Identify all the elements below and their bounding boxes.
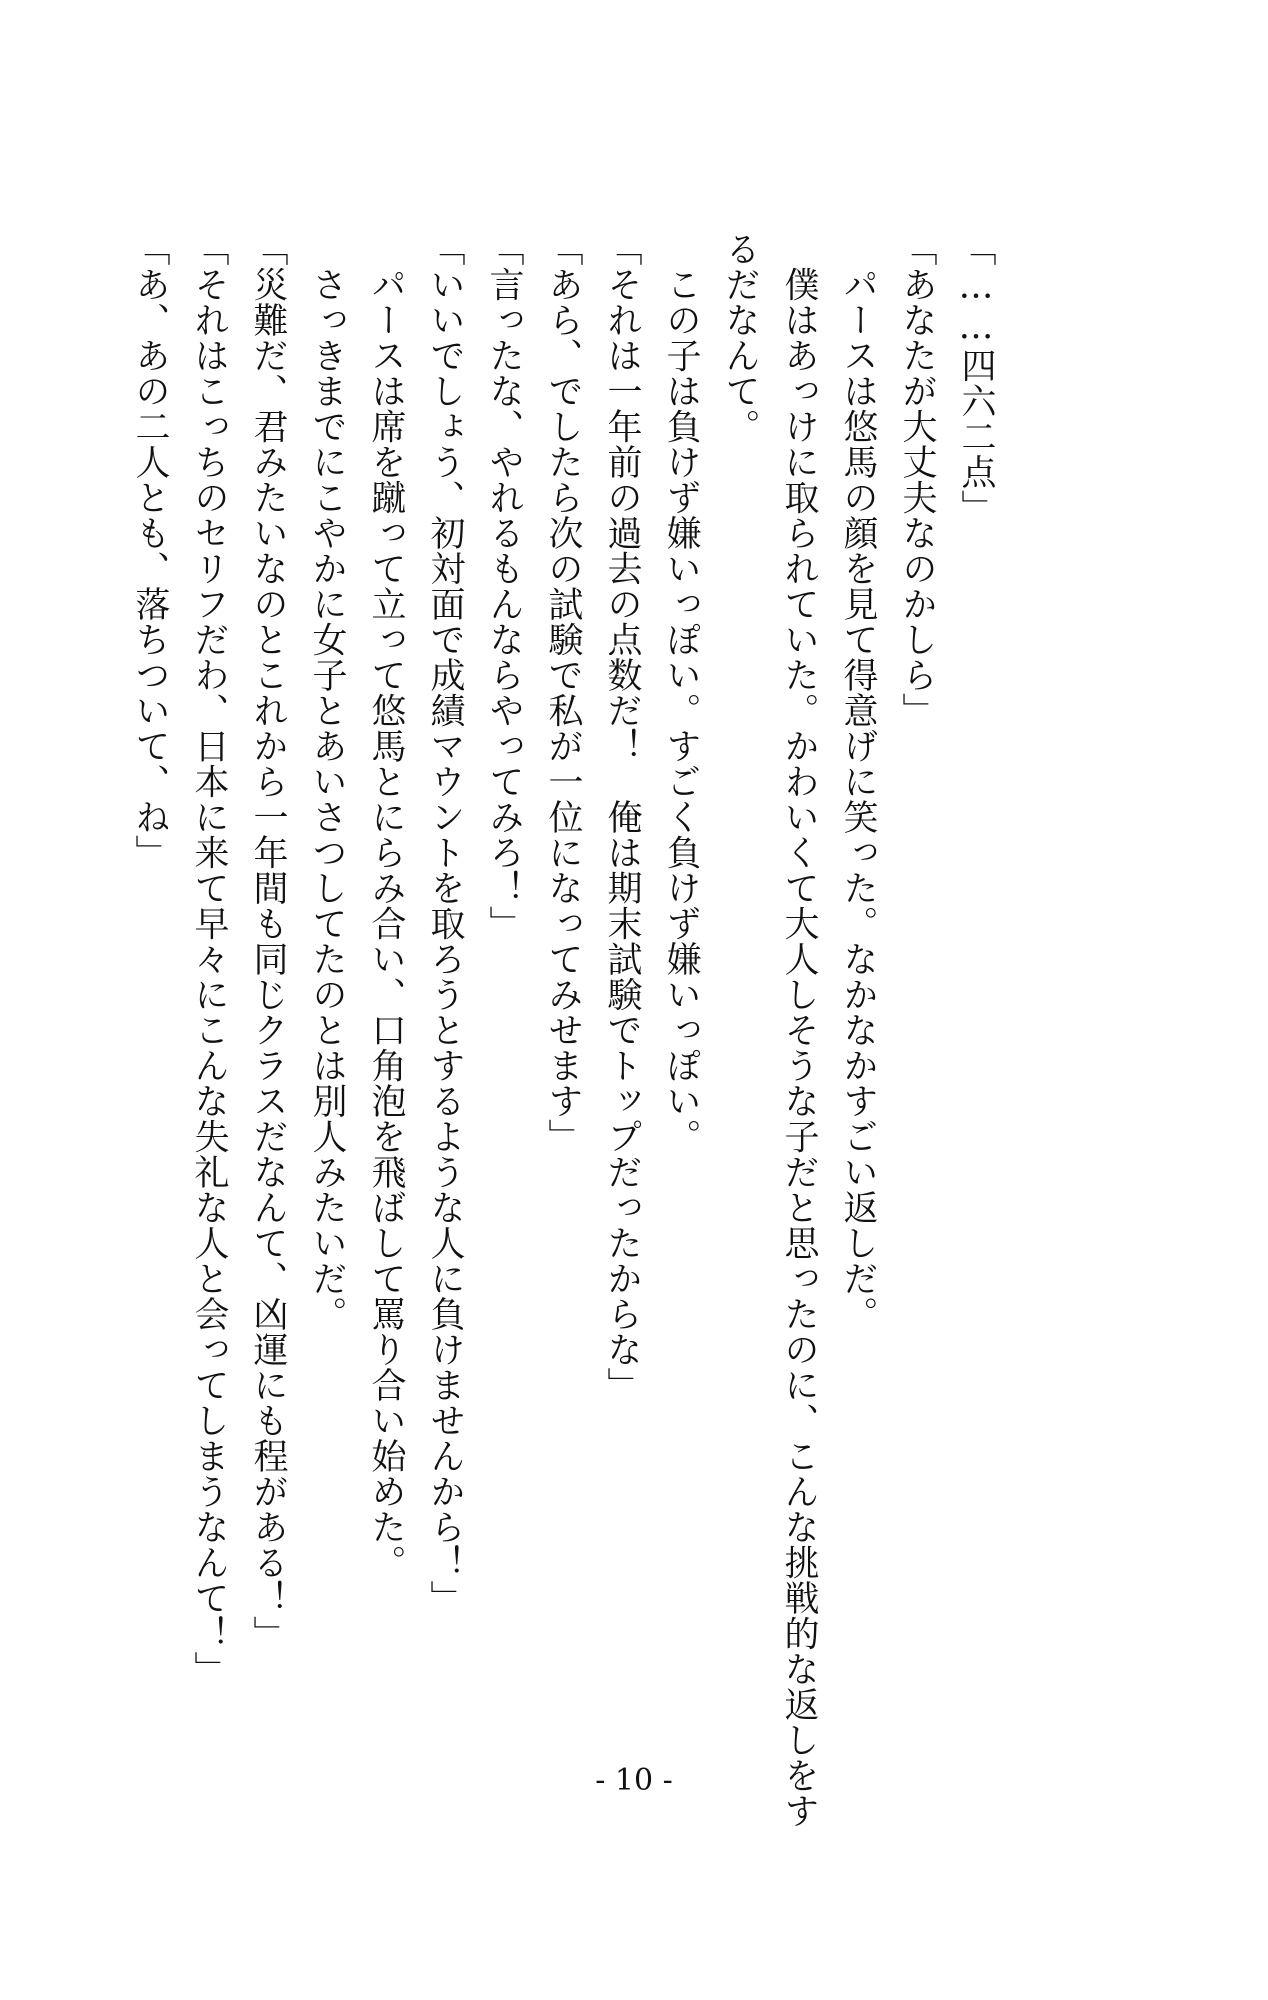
text-line-12: さっきまでにこやかに女子とあいさつしてたのとは別人みたいだ。 [307, 231, 347, 1332]
text-line-2: 「あなたが大丈夫なのかしら」 [897, 231, 937, 728]
text-line-10: 「いいでしょう、初対面で成績マウントを取ろうとするような人に負けませんから！」 [425, 231, 465, 1616]
text-line-1: 「……四六二点」 [956, 231, 996, 525]
text-line-15: 「あ、あの二人とも、落ちついて、ね」 [130, 231, 170, 870]
text-line-11: パースは席を蹴って立って悠馬とにらみ合い、口角泡を飛ばして罵り合い始めた。 [366, 231, 406, 1580]
text-line-13: 「災難だ、君みたいなのとこれから一年間も同じクラスだなんて、凶運にも程がある！」 [248, 231, 288, 1651]
page-number: - 10 - [595, 1763, 673, 1798]
text-line-3: パースは悠馬の顔を見て得意げに笑った。なかなかすごい返しだ。 [838, 231, 878, 1332]
text-line-7: 「それは一年前の過去の点数だ！ 俺は期末試験でトップだったからな」 [602, 231, 642, 1403]
text-line-4: 僕はあっけに取られていた。かわいくて大人しそうな子だと思ったのに、こんな挑戦的な返しをす [779, 231, 819, 1829]
text-line-6: この子は負けず嫌いっぽい。すごく負けず嫌いっぽい。 [661, 231, 701, 1154]
text-line-14: 「それはこっちのセリフだわ、日本に来て早々にこんな失礼な人と会ってしまうなんて！」 [189, 231, 229, 1687]
text-line-9: 「言ったな、やれるもんならやってみろ！」 [484, 231, 524, 941]
text-line-8: 「あら、でしたら次の試験で私が一位になってみせます」 [543, 231, 583, 1154]
text-line-5: るだなんて。 [720, 231, 760, 444]
